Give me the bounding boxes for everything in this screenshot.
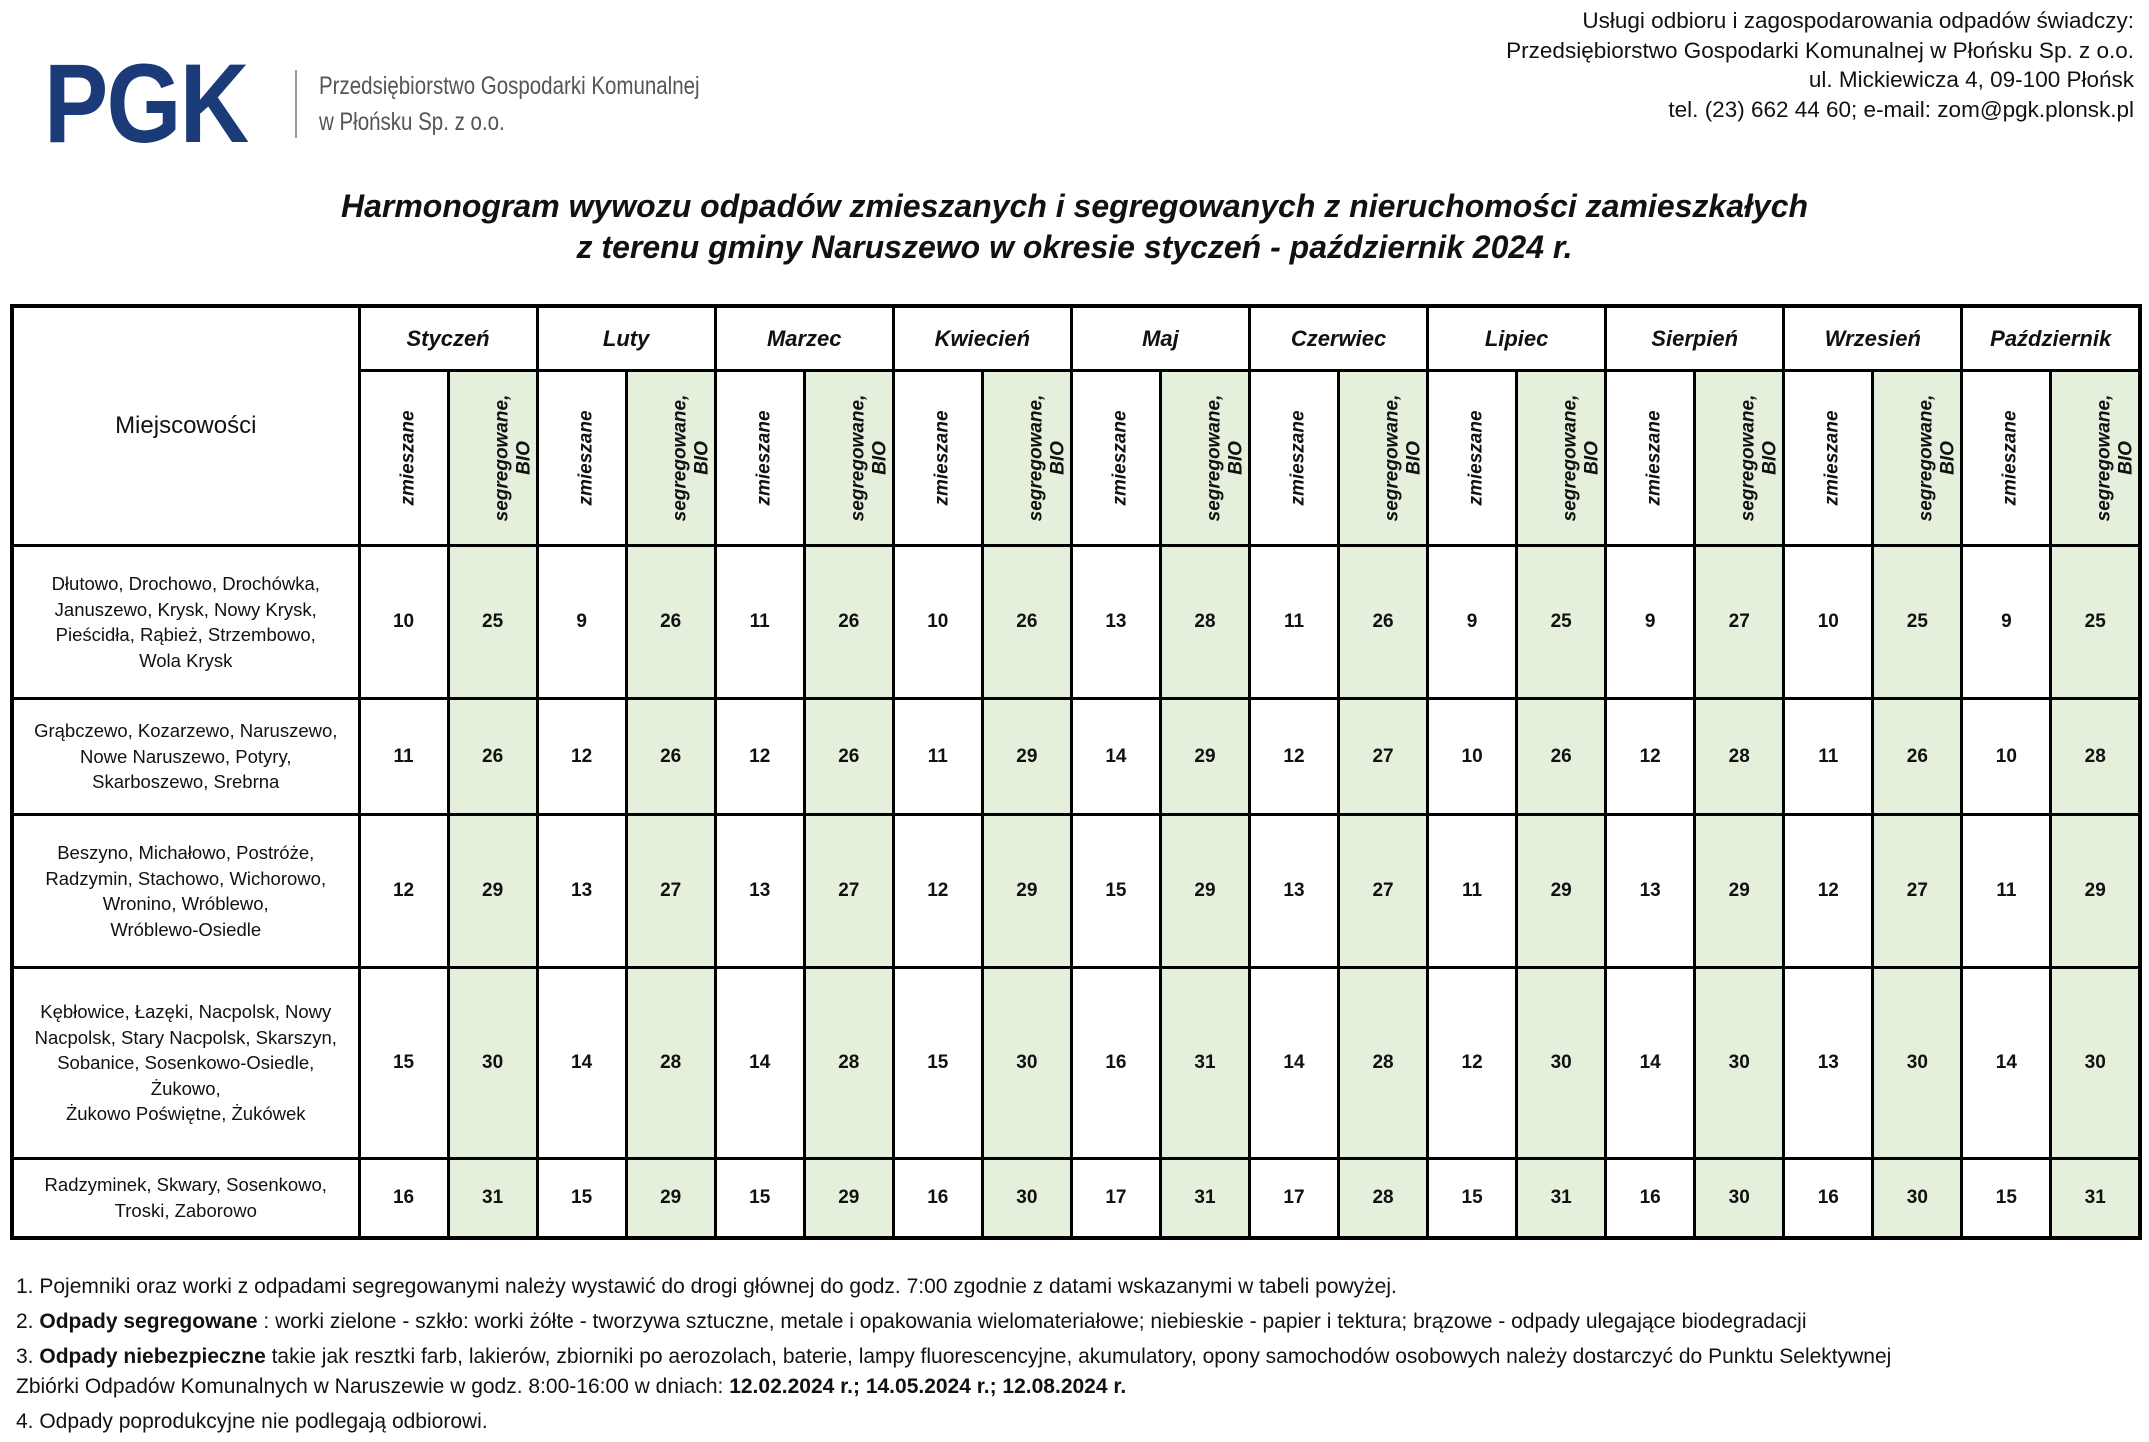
note-3-dates: 12.02.2024 r.; 14.05.2024 r.; 12.08.2024 r. <box>729 1375 1127 1398</box>
segregated-waste-header <box>1517 371 1606 546</box>
segregated-waste-label <box>491 395 535 522</box>
mixed-waste-label: zmieszane <box>575 410 597 506</box>
segregated-pickup-day: 30 <box>982 1158 1071 1238</box>
segregated-pickup-day: 31 <box>1160 1158 1249 1238</box>
mixed-waste-label: zmieszane <box>1287 410 1309 506</box>
segregated-pickup-day: 28 <box>1695 699 1784 815</box>
mixed-pickup-day: 16 <box>1071 968 1160 1158</box>
segregated-pickup-day: 28 <box>1339 968 1428 1158</box>
mixed-pickup-day: 16 <box>1606 1158 1695 1238</box>
segregated-label-line1: segregowane, <box>847 394 869 522</box>
segregated-label-line2: BIO <box>1403 441 1425 475</box>
segregated-waste-header <box>626 371 715 546</box>
segregated-pickup-day: 29 <box>1160 699 1249 815</box>
mixed-pickup-day: 15 <box>893 968 982 1158</box>
segregated-pickup-day: 29 <box>626 1158 715 1238</box>
mixed-pickup-day: 13 <box>715 815 804 968</box>
mixed-waste-header <box>1249 371 1338 546</box>
mixed-pickup-day: 12 <box>715 699 804 815</box>
location-cell <box>12 968 359 1158</box>
table-row <box>12 546 2140 699</box>
company-logo <box>44 41 783 166</box>
segregated-pickup-day: 28 <box>626 968 715 1158</box>
segregated-label-line1: segregowane, <box>1737 394 1759 522</box>
table-row <box>12 1158 2140 1238</box>
segregated-pickup-day: 29 <box>448 815 537 968</box>
document-title <box>0 186 2149 268</box>
segregated-waste-header <box>982 371 1071 546</box>
mixed-waste-header <box>359 371 448 546</box>
mixed-pickup-day: 14 <box>1606 968 1695 1158</box>
mixed-pickup-day: 10 <box>1962 699 2051 815</box>
segregated-waste-label <box>1381 395 1425 522</box>
company-info-line: Usługi odbioru i zagospodarowania odpadów świadczy: <box>1582 8 2134 33</box>
segregated-pickup-day: 26 <box>982 546 1071 699</box>
location-line: Radzyminek, Skwary, Sosenkowo, <box>44 1174 327 1196</box>
mixed-pickup-day: 12 <box>1606 699 1695 815</box>
locations-header: Miejscowości <box>12 306 359 546</box>
mixed-pickup-day: 16 <box>359 1158 448 1238</box>
logo-text <box>319 68 700 141</box>
segregated-waste-label <box>669 395 713 522</box>
mixed-pickup-day: 16 <box>1784 1158 1873 1238</box>
segregated-waste-header <box>1339 371 1428 546</box>
segregated-pickup-day: 31 <box>1517 1158 1606 1238</box>
mixed-pickup-day: 14 <box>1249 968 1338 1158</box>
note-3-text-cont: Zbiórki Odpadów Komunalnych w Naruszewie w godz. 8:00-16:00 w dniach: <box>16 1375 730 1398</box>
month-header: Kwiecień <box>893 306 1071 371</box>
mixed-pickup-day: 10 <box>1428 699 1517 815</box>
location-line: Żukowo Poświętne, Żukówek <box>65 1103 306 1125</box>
mixed-waste-label: zmieszane <box>1821 410 1843 506</box>
mixed-waste-label: zmieszane <box>1643 410 1665 506</box>
segregated-pickup-day: 28 <box>1160 546 1249 699</box>
note-3-heading: Odpady niebezpieczne <box>39 1345 266 1368</box>
segregated-pickup-day: 25 <box>2051 546 2140 699</box>
segregated-pickup-day: 30 <box>1695 1158 1784 1238</box>
mixed-pickup-day: 11 <box>1249 546 1338 699</box>
segregated-pickup-day: 26 <box>626 699 715 815</box>
month-header: Marzec <box>715 306 893 371</box>
mixed-pickup-day: 14 <box>1071 699 1160 815</box>
segregated-pickup-day: 29 <box>1160 815 1249 968</box>
mixed-pickup-day: 15 <box>715 1158 804 1238</box>
table-row <box>12 815 2140 968</box>
segregated-pickup-day: 29 <box>804 1158 893 1238</box>
segregated-waste-header <box>1695 371 1784 546</box>
mixed-pickup-day: 11 <box>1784 699 1873 815</box>
month-header: Maj <box>1071 306 1249 371</box>
location-line: Wola Krysk <box>139 649 233 671</box>
month-header: Styczeń <box>359 306 537 371</box>
mixed-pickup-day: 12 <box>1784 815 1873 968</box>
mixed-pickup-day: 14 <box>1962 968 2051 1158</box>
segregated-pickup-day: 30 <box>448 968 537 1158</box>
mixed-waste-header <box>1071 371 1160 546</box>
mixed-pickup-day: 13 <box>1784 968 1873 1158</box>
location-line: Sobanice, Sosenkowo-Osiedle, <box>57 1052 315 1074</box>
segregated-pickup-day: 29 <box>2051 815 2140 968</box>
segregated-pickup-day: 25 <box>1873 546 1962 699</box>
mixed-waste-header <box>1784 371 1873 546</box>
mixed-waste-label: zmieszane <box>753 410 775 506</box>
mixed-pickup-day: 12 <box>893 815 982 968</box>
title-line1: Harmonogram wywozu odpadów zmieszanych i segregowanych z nieruchomości zamieszkałych <box>340 188 1809 224</box>
note-2-heading: Odpady segregowane <box>39 1310 258 1333</box>
segregated-pickup-day: 30 <box>982 968 1071 1158</box>
segregated-pickup-day: 29 <box>1695 815 1784 968</box>
segregated-pickup-day: 29 <box>982 699 1071 815</box>
table-row <box>12 968 2140 1158</box>
mixed-pickup-day: 17 <box>1071 1158 1160 1238</box>
segregated-pickup-day: 28 <box>1339 1158 1428 1238</box>
segregated-waste-header <box>2051 371 2140 546</box>
segregated-pickup-day: 28 <box>804 968 893 1158</box>
segregated-waste-label <box>1025 395 1069 522</box>
mixed-pickup-day: 13 <box>537 815 626 968</box>
notes <box>16 1272 2136 1442</box>
month-header: Październik <box>1962 306 2140 371</box>
logo-mark: PGK <box>44 41 248 166</box>
mixed-pickup-day: 15 <box>1428 1158 1517 1238</box>
mixed-waste-label: zmieszane <box>1999 410 2021 506</box>
segregated-pickup-day: 26 <box>1339 546 1428 699</box>
mixed-pickup-day: 12 <box>537 699 626 815</box>
segregated-waste-label <box>1559 395 1603 522</box>
mixed-waste-header <box>537 371 626 546</box>
segregated-pickup-day: 30 <box>2051 968 2140 1158</box>
segregated-pickup-day: 26 <box>804 546 893 699</box>
segregated-label-line2: BIO <box>2115 441 2137 475</box>
mixed-waste-header <box>893 371 982 546</box>
company-info <box>1506 6 2134 124</box>
mixed-pickup-day: 14 <box>715 968 804 1158</box>
month-header: Lipiec <box>1428 306 1606 371</box>
location-cell <box>12 815 359 968</box>
note-2-number: 2. <box>16 1310 40 1333</box>
segregated-pickup-day: 29 <box>1517 815 1606 968</box>
segregated-pickup-day: 28 <box>2051 699 2140 815</box>
schedule-body <box>12 546 2140 1239</box>
segregated-label-line1: segregowane, <box>669 394 690 522</box>
mixed-pickup-day: 12 <box>359 815 448 968</box>
mixed-pickup-day: 9 <box>1606 546 1695 699</box>
location-line: Żukowo, <box>150 1077 221 1099</box>
segregated-label-line2: BIO <box>512 441 534 475</box>
mixed-waste-label: zmieszane <box>1109 410 1131 506</box>
segregated-label-line2: BIO <box>1581 441 1603 475</box>
segregated-pickup-day: 30 <box>1517 968 1606 1158</box>
segregated-pickup-day: 26 <box>626 546 715 699</box>
mixed-pickup-day: 11 <box>359 699 448 815</box>
mixed-pickup-day: 12 <box>1428 968 1517 1158</box>
mixed-pickup-day: 16 <box>893 1158 982 1238</box>
note-2 <box>16 1307 2136 1337</box>
location-cell <box>12 699 359 815</box>
location-line: Dłutowo, Drochowo, Drochówka, <box>51 573 320 595</box>
mixed-pickup-day: 11 <box>1962 815 2051 968</box>
location-line: Pieścidła, Rąbież, Strzembowo, <box>55 624 316 646</box>
month-header: Wrzesień <box>1784 306 1962 371</box>
mixed-pickup-day: 10 <box>359 546 448 699</box>
mixed-waste-label: zmieszane <box>397 410 419 506</box>
segregated-pickup-day: 31 <box>1160 968 1249 1158</box>
segregated-waste-header <box>804 371 893 546</box>
segregated-label-line1: segregowane, <box>1915 394 1937 522</box>
mixed-waste-header <box>1428 371 1517 546</box>
month-header-row <box>12 306 2140 371</box>
mixed-pickup-day: 9 <box>1428 546 1517 699</box>
location-line: Radzymin, Stachowo, Wichorowo, <box>45 867 327 889</box>
mixed-waste-header <box>1962 371 2051 546</box>
mixed-pickup-day: 9 <box>537 546 626 699</box>
segregated-label-line2: BIO <box>1937 441 1959 475</box>
location-line: Grąbczewo, Kozarzewo, Naruszewo, <box>34 720 338 742</box>
segregated-label-line1: segregowane, <box>1381 394 1403 522</box>
segregated-label-line1: segregowane, <box>1203 394 1225 522</box>
segregated-pickup-day: 27 <box>1339 699 1428 815</box>
mixed-pickup-day: 13 <box>1606 815 1695 968</box>
mixed-pickup-day: 11 <box>893 699 982 815</box>
segregated-waste-header <box>1160 371 1249 546</box>
mixed-pickup-day: 10 <box>893 546 982 699</box>
company-info-line: Przedsiębiorstwo Gospodarki Komunalnej w Płońsku Sp. z o.o. <box>1506 37 2134 63</box>
mixed-waste-header <box>715 371 804 546</box>
segregated-waste-header <box>448 371 537 546</box>
note-3 <box>16 1342 2136 1402</box>
segregated-pickup-day: 26 <box>448 699 537 815</box>
company-contact: tel. (23) 662 44 60; e-mail: zom@pgk.plonsk.pl <box>1668 96 2134 122</box>
segregated-pickup-day: 27 <box>1339 815 1428 968</box>
note-4: 4. Odpady poprodukcyjne nie podlegają odbiorowi. <box>16 1410 488 1433</box>
title-line2: z terenu gminy Naruszewo w okresie styczeń - październik 2024 r. <box>576 229 1573 265</box>
segregated-pickup-day: 29 <box>982 815 1071 968</box>
segregated-label-line2: BIO <box>1225 441 1247 475</box>
location-line: Nowe Naruszewo, Potyry, <box>80 745 292 767</box>
mixed-waste-label: zmieszane <box>931 410 953 506</box>
segregated-pickup-day: 25 <box>448 546 537 699</box>
mixed-pickup-day: 12 <box>1249 699 1338 815</box>
mixed-waste-header <box>1606 371 1695 546</box>
segregated-waste-header <box>1873 371 1962 546</box>
segregated-pickup-day: 30 <box>1695 968 1784 1158</box>
schedule-table <box>10 304 2142 1240</box>
mixed-pickup-day: 11 <box>1428 815 1517 968</box>
segregated-pickup-day: 25 <box>1517 546 1606 699</box>
segregated-pickup-day: 30 <box>1873 968 1962 1158</box>
mixed-pickup-day: 13 <box>1249 815 1338 968</box>
segregated-waste-label <box>847 395 891 522</box>
logo-text-line1: Przedsiębiorstwo Gospodarki Komunalnej <box>318 71 700 100</box>
segregated-waste-label <box>1916 395 1960 522</box>
location-line: Skarboszewo, Srebrna <box>92 771 280 793</box>
mixed-pickup-day: 15 <box>537 1158 626 1238</box>
segregated-waste-label <box>1203 395 1247 522</box>
mixed-pickup-day: 10 <box>1784 546 1873 699</box>
segregated-label-line1: segregowane, <box>1025 394 1047 522</box>
segregated-pickup-day: 26 <box>1517 699 1606 815</box>
segregated-label-line2: BIO <box>1759 441 1781 475</box>
mixed-waste-label: zmieszane <box>1465 410 1487 506</box>
location-line: Troski, Zaborowo <box>114 1199 257 1221</box>
month-header: Sierpień <box>1606 306 1784 371</box>
note-3-number: 3. <box>16 1345 40 1368</box>
month-header: Czerwiec <box>1249 306 1427 371</box>
segregated-pickup-day: 26 <box>804 699 893 815</box>
mixed-pickup-day: 15 <box>1071 815 1160 968</box>
segregated-label-line2: BIO <box>869 441 891 475</box>
company-address: ul. Mickiewicza 4, 09-100 Płońsk <box>1808 67 2134 92</box>
segregated-pickup-day: 31 <box>2051 1158 2140 1238</box>
note-2-text: : worki zielone - szkło: worki żółte - tworzywa sztuczne, metale i opakowania wielomateriałowe; niebieskie - papier i tektura; brązowe - odpady ulegające biodegradacji <box>257 1310 1807 1333</box>
location-line: Wróblewo-Osiedle <box>110 918 262 940</box>
segregated-pickup-day: 27 <box>626 815 715 968</box>
segregated-label-line1: segregowane, <box>490 394 512 522</box>
mixed-pickup-day: 13 <box>1071 546 1160 699</box>
note-3-text: takie jak resztki farb, lakierów, zbiorniki po aerozolach, baterie, lampy fluorescencyjne, akumulatory, opony samochodów osobowych należy dostarczyć do Punktu Selektywnej <box>265 1345 1892 1368</box>
mixed-pickup-day: 11 <box>715 546 804 699</box>
location-cell <box>12 1158 359 1238</box>
segregated-pickup-day: 31 <box>448 1158 537 1238</box>
location-line: Kębłowice, Łazęki, Nacpolsk, Nowy <box>40 1001 332 1023</box>
logo-text-line2: w Płońsku Sp. z o.o. <box>318 108 505 136</box>
segregated-label-line1: segregowane, <box>2093 394 2115 522</box>
location-line: Beszyno, Michałowo, Postróże, <box>57 842 315 864</box>
month-header: Luty <box>537 306 715 371</box>
mixed-pickup-day: 15 <box>1962 1158 2051 1238</box>
segregated-waste-label <box>2094 395 2138 522</box>
location-line: Januszewo, Krysk, Nowy Krysk, <box>54 598 317 620</box>
segregated-pickup-day: 26 <box>1873 699 1962 815</box>
table-row <box>12 699 2140 815</box>
mixed-pickup-day: 9 <box>1962 546 2051 699</box>
location-cell <box>12 546 359 699</box>
logo-divider <box>295 70 297 138</box>
segregated-pickup-day: 27 <box>804 815 893 968</box>
mixed-pickup-day: 15 <box>359 968 448 1158</box>
location-line: Wronino, Wróblewo, <box>102 893 269 915</box>
note-1: 1. Pojemniki oraz worki z odpadami segregowanymi należy wystawić do drogi głównej do godz. 7:00 zgodnie z datami wskazanymi w tabeli powyżej. <box>16 1275 1397 1298</box>
segregated-pickup-day: 27 <box>1695 546 1784 699</box>
segregated-waste-label <box>1738 395 1782 522</box>
segregated-label-line2: BIO <box>1047 441 1069 475</box>
segregated-pickup-day: 30 <box>1873 1158 1962 1238</box>
location-line: Nacpolsk, Stary Nacpolsk, Skarszyn, <box>34 1026 337 1048</box>
mixed-pickup-day: 17 <box>1249 1158 1338 1238</box>
mixed-pickup-day: 14 <box>537 968 626 1158</box>
segregated-label-line2: BIO <box>691 441 712 475</box>
segregated-label-line1: segregowane, <box>1559 394 1581 522</box>
segregated-pickup-day: 27 <box>1873 815 1962 968</box>
